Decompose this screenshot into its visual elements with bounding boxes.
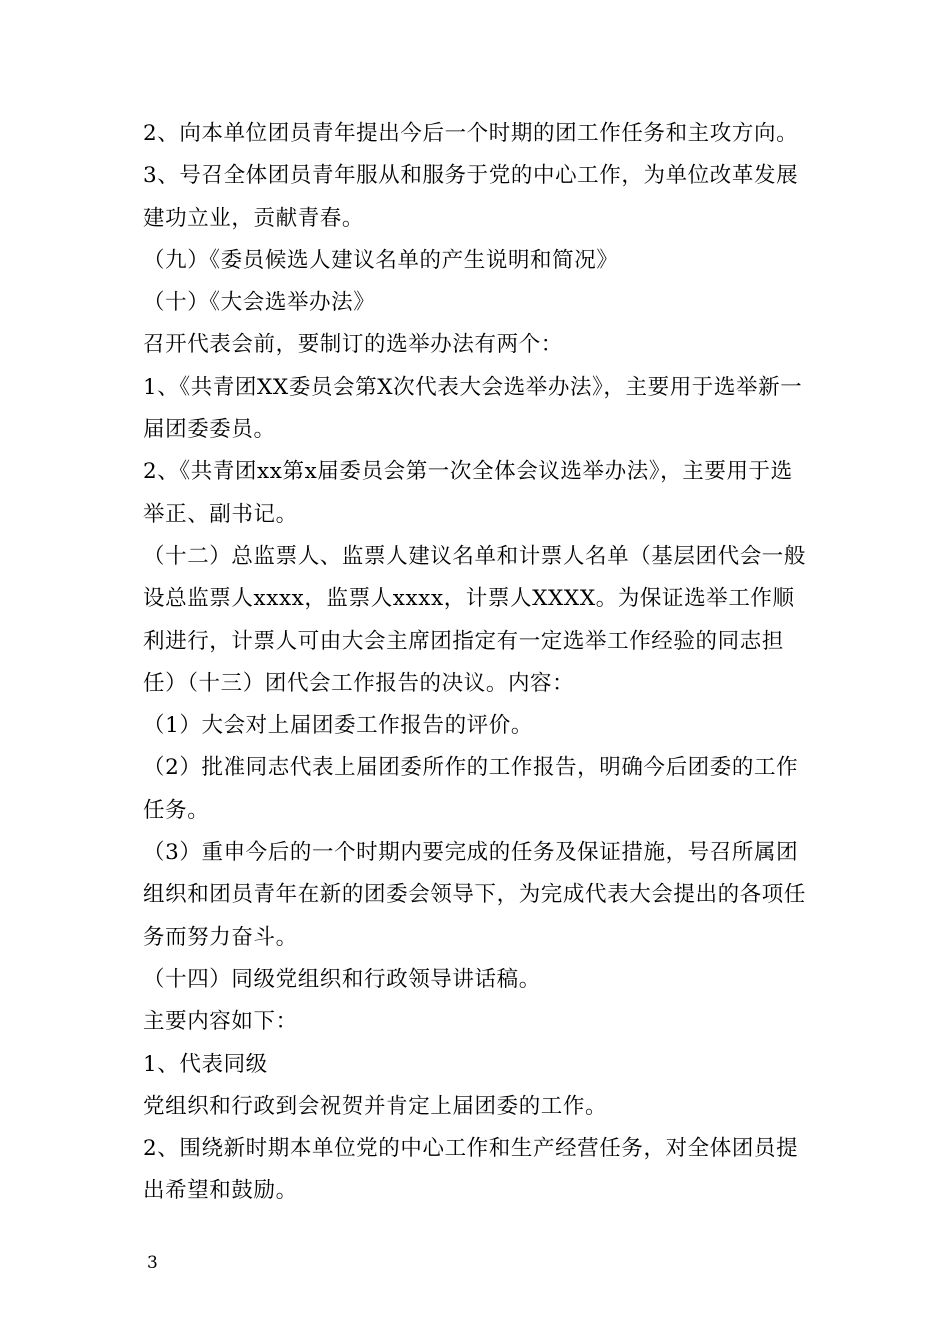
paragraph: 主要内容如下： <box>143 1009 298 1035</box>
paragraph: （1）大会对上届团委工作报告的评价。 <box>143 713 533 739</box>
paragraph: 2、围绕新时期本单位党的中心工作和生产经营任务，对全体团员提出希望和鼓励。 <box>143 1136 799 1204</box>
paragraph: 1、《共青团XX委员会第X次代表大会选举办法》，主要用于选举新一届团委委员。 <box>143 374 803 443</box>
paragraph: 党组织和行政到会祝贺并肯定上届团委的工作。 <box>143 1093 608 1119</box>
paragraph: （2）批准同志代表上届团委所作的工作报告，明确今后团委的工作任务。 <box>143 755 799 823</box>
paragraph: （十四）同级党组织和行政领导讲话稿。 <box>143 966 541 992</box>
paragraph: 2、《共青团xx第x届委员会第一次全体会议选举办法》，主要用于选举正、副书记。 <box>143 459 793 527</box>
paragraph: 3、号召全体团员青年服从和服务于党的中心工作，为单位改革发展建功立业，贡献青春。 <box>143 163 799 231</box>
paragraph: 2、向本单位团员青年提出今后一个时期的团工作任务和主攻方向。 <box>143 121 799 146</box>
paragraph: 召开代表会前，要制订的选举办法有两个： <box>143 332 563 358</box>
paragraph: （十二）总监票人、监票人建议名单和计票人名单（基层团代会一般设总监票人xxxx，监票人xxxx，计票人XXXX。为保证选举工作顺利进行，计票人可由大会主席团指定有一定选举工作经验的同志担任）（十三）团代会工作报告的决议。内容： <box>143 543 807 696</box>
paragraph: 1、代表同级 <box>143 1051 268 1077</box>
page-number: 3 <box>147 1253 158 1273</box>
paragraph: （九）《委员候选人建议名单的产生说明和简况》 <box>143 247 619 273</box>
paragraph: （3）重申今后的一个时期内要完成的任务及保证措施，号召所属团组织和团员青年在新的团委会领导下，为完成代表大会提出的各项任务而努力奋斗。 <box>143 840 807 950</box>
body-text <box>143 113 811 1213</box>
paragraph: （十）《大会选举办法》 <box>143 290 376 316</box>
